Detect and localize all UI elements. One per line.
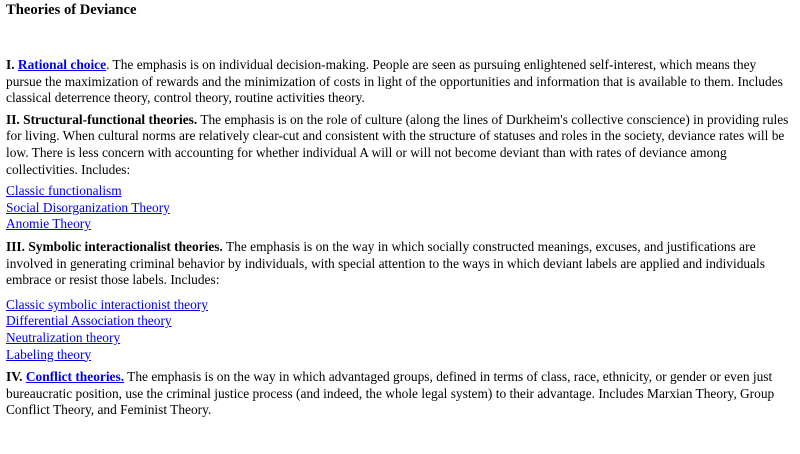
rational-choice-link[interactable]: Rational choice [17,57,107,72]
neutralization-theory-link[interactable]: Neutralization theory [6,329,121,345]
section-text: The emphasis is on the way in which socially constructed meanings, excuses, and justifications are involved in generating criminal behavior by individuals, with special attention to the ways in which deviant labels are applied and individuals embrace or resist those labels. Includes: [6,238,765,288]
anomie-theory-link[interactable]: Anomie Theory [6,216,91,232]
structural-functional-heading: Structural-functional theories. [23,111,198,127]
page-title: Theories of Deviance [6,2,137,18]
classic-functionalism-link[interactable]: Classic functionalism [6,183,122,199]
section-text: The emphasis is on the way in which advantaged groups, defined in terms of class, race, ethnicity, or gender or even just bureaucratic position, use the criminal justice process (and indeed, the whole legal system) to their advantage. Includes Marxian Theory, Group Conflict Theory, and Feminist Theory. [6,369,775,418]
differential-association-theory-link[interactable]: Differential Association theory [6,313,172,329]
section-text: . The emphasis is on individual decision-making. People are seen as pursuing enlightened self-interest, which means they pursue the maximization of rewards and the minimization of costs in light of the opportunities and information that is available to them. Includes classical deterrence theory, control theory, routine activities theory. [6,57,783,106]
section-heading: II. [6,111,20,127]
section-symbolic-interactionalist [6,239,794,289]
section-number: IV. [6,369,23,385]
section-text: The emphasis is on the role of culture (along the lines of Durkheim's collective conscience) in providing rules for living. When cultural norms are relatively clear-cut and consistent with the structure of statuses and roles in the society, deviance rates will be low. There is less concern with accounting for whether individual A will or will not become deviant than with rates of deviance among collectivities. Includes: [6,111,789,177]
classic-symbolic-interactionist-theory-link[interactable]: Classic symbolic interactionist theory [6,296,208,312]
section-conflict-theories [6,369,794,419]
section-rational-choice [6,57,794,107]
symbolic-interactionist-links [6,297,794,363]
structural-functional-links [6,183,794,233]
symbolic-interactionalist-heading: Symbolic interactionalist theories. [28,238,223,254]
section-number: III. [6,238,25,254]
conflict-theories-link[interactable]: Conflict theories. [25,369,125,385]
section-number: I. [6,57,15,72]
labeling-theory-link[interactable]: Labeling theory [6,346,92,362]
section-structural-functional [6,112,794,178]
social-disorganization-theory-link[interactable]: Social Disorganization Theory [6,199,170,215]
